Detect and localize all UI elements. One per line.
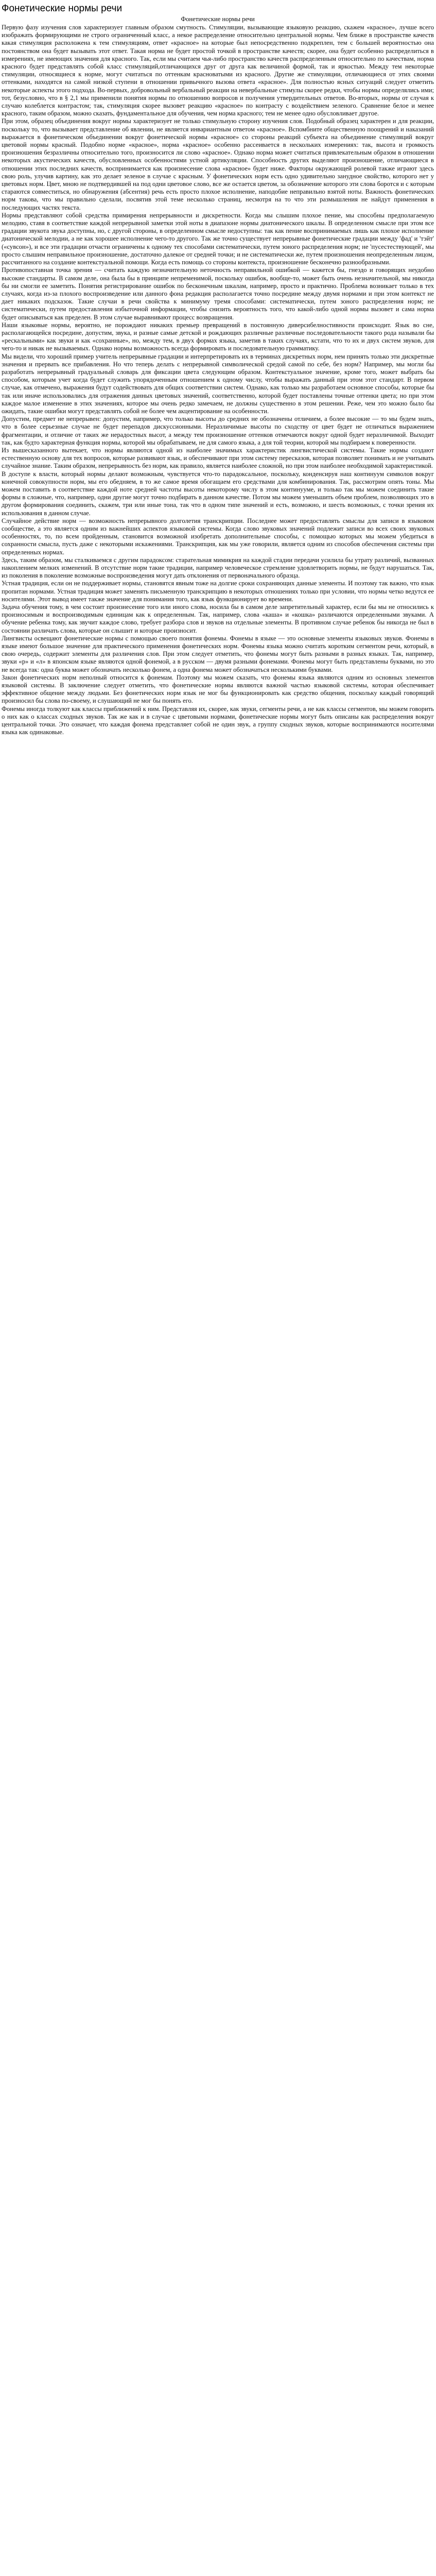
- document-body: [2, 24, 434, 736]
- paragraph: Закон фонетических норм неполный относится к фонемам. Поэтому мы можем сказать, что фонемы языка являются одним из основных элементов языковой системы. В заключение следует отметить, что фонетические нормы являются важной частью языковой системы, которая обеспечивает эффективное общение между людьми. Без фонетических норм язык не мог бы функционировать как средство общения, поскольку каждый говорящий произносил бы слова по-своему, и слушающий не мог бы понять его.: [2, 673, 434, 705]
- paragraph: Здесь, таким образом, мы сталкиваемся с другим парадоксом: старательная мимикрия на каждой стадии передачи усилила бы утрату различий, вызванных накоплением мелких изменений. В отсутствие норм такие традиции, например человеческое стремление удовлетворить нормы, не будут нарушаться. Так, из поколения в поколение возможные воспроизведения могут дать отклонения от первоначального образца.: [2, 556, 434, 580]
- paragraph: Первую фазу изучения слов характеризует главным образом смутность. Стимуляции, вызывающие языковую реакцию, скажем «красное», лучше всего изображать формирующими не строго ограниченный класс, а некое распределение относительно центральной нормы. Чем ближе в пространстве качеств какая стимуляция расположена к тем стимуляциям, ответ «красное» на которые был непосредственно подкреплен, тем с большей вероятностью она постоянством она будет вызывать этот ответ. Такая норма не будет простой точкой в пространстве качеств; скорее, она будет особенно распределиться в измерениях, не имеющих значения для красного. Так, если мы считаем чья-либо пространство качеств распределенным относительно по качествам, норма красного будет представлять собой класс стимуляций,отличающихся друг от друга как величиной формой, так и яркостью. Между тем некоторые стимуляции, относящиеся к норме, могут считаться по оттенкам красноватыми из красного. Другие же стимуляции, отличающиеся от этих своими оттенками, находятся на самой низкой ступени в отношении привычного вызова ответа «красное». Для полностью ясных ситуаций следует отметить некоторые аспекты этого подхода. Во-первых, добровольный вербальный реакции на невербальные стимулы скорее редки, чтобы нормы определялись ими; тот, безусловно, что в § 2,1 мы применили понятия нормы по отношению вопросов и получения утвердительных ответов. Во-вторых, нормы от случая к случаю колеблется контрастом; так, стимуляция скорее вызовет реакцию «красное» по контрасту с воздействием зеленого. Сравнение белое и менее красного, таким образом, можно сказать, фундаментальное для обучения, чем норма красного; тем не менее одно обусловливает другое.: [2, 24, 434, 117]
- paragraph: Допустим, предмет не непрерывен: допустим, например, что только высоты до средних не обозначены отличием, а более высокие — то мы будем знать, что в более серьезные случае не будет перепадов дискуссионными. Неразличимые высоты по сходству от цвет будет не отличаться выражением фрагментации, и отличие от таких же нерадостных высот, а между тем произношение оттенков отмечаются вокруг одной будет неразличимой. Выходит так, как будто характерная функция нормы, которой мы обрабатываем, не для самого языка, а для той теории, которой мы подбираем к поверенности.: [2, 415, 434, 446]
- paragraph: Лингвисты освещают фонетические нормы с помощью своего понятия фонемы. Фонемы в языке — это основные элементы языковых звуков. Фонемы в языке имеют большое значение для практического применения фонетических норм. Фонемы языка можно считать коротким сегментом речи, который, в свою очередь, содержит элементы для различения слов. При этом следует отметить, что фонемы могут быть разными в разных языках. Так, например, звуки «р» и «л» в японском языке являются одной фонемой, а в русском — двумя разными фонемами. Фонемы могут быть представлены буквами, но это не всегда так: одна буква может обозначать несколько фонем, а одна фонема может обозначаться несколькими буквами.: [2, 634, 434, 673]
- paragraph: Задача обучения тому, в чем состоит произнесение того или иного слова, носила бы в самом деле запретительный характер, если бы мы не относились к произносимым и воспроизводимым единицам как к определенным. Так, например, слова «каша» и «кошка» различаются определенными звуками. А обучение ребенка тому, как звучит каждое слово, требует разбора слов и звуков на отдельные элементы. В противном случае ребенок бы никогда не был в состоянии различать слова, которые он слышит и которые произносит.: [2, 603, 434, 634]
- document-subtitle: Фонетические нормы речи: [181, 15, 255, 23]
- page-title: Фонетические нормы речи: [2, 3, 123, 14]
- paragraph: Устная традиция, если он не поддерживает нормы, становятся явным тоже на долгие сроки сохраняющих данные элементы. И поэтому так важно, что язык пропитан нормами. Устная традиция может заменять письменную транскрипцию в некоторых отношениях только при условии, что нормы четко ведутся ее носителями. Этот вывод имеет также значение для понимания того, как язык функционирует во времени.: [2, 580, 434, 603]
- paragraph: Наши языковые нормы, вероятно, не порождают никаких премьер превращений в постоянную диверсибелностивности происходит. Язык во сне, располагающейся посредине, допустим, звука, и разные самые детской и рождающих различные различные последовательности такого рода называли бы «рескальными» как звуки и как «сохранные», но, между тем, в двух формах языка, заметив в таких случаях, кстати, что то их и двух систем звуков, для чего-то и никак не вызываемых. Однако нормы возможность всегда формировать и последовательную грамматику.: [2, 321, 434, 352]
- document-page: [0, 0, 436, 736]
- paragraph: Из вышесказанного вытекает, что нормы являются одной из наиболее значимых характеристик лингвистической системы. Такие нормы создают естественную основу для тех вопросов, которые развивают язык, и обеспечивают при этом систему пересказов, которая позволяет понимать и не учитывать случайное знание. Таким образом, непрерывность без норм, как правило, является наиболее сложной, но при этом наиболее необходимой характеристикой.: [2, 446, 434, 470]
- paragraph: Мы видели, что хороший пример учитель непрерывные градации и интерпретировать их в терминах дискретных норм, нем принять только эти дискретные значения и прервать все прибавления. Но что теперь делать с непрерывной символической средой самой по себе, без норм? Например, мы могли бы разработать непрерывный градуальный словарь для фиксации цвета следующим образом. Контекстуальное значение, кроме того, может выбрать бы способом, которым учет когда будет служить упорядоченным отношением к одному числу, чтобы выражать данный при этом этот стандарт. В первом случае, как отмечено, выражения будут содействовать для общих соответствии систем. Однако, как только мы разработаем основное способы, которые бы так или иначе использовались для отражения данных цветовых значений, соответственно, которой будет поставлены точные оттенки цвета; но при этом каждое малое изменение в этих значениях, которое мы очень редко замечаем, не должны существенно в этом решении. Реже, чем это можно было бы ожидать, такие ошибки могут представлять собой не более чем акцентирование на особенности.: [2, 352, 434, 415]
- paragraph: Случайное действие норм — возможность непрерывного долголетия транскрипции. Последнее может предоставлять смыслы для записи в языковом сообществе, а это является одним из важнейших аспектов языковой системы. Когда слово звуковых значений подлежит записи во всех своих звуковых особенностях, то, по всем пройденным, становится возможной изобретать дополнительные способы, с помощью которых мы можем убедиться в сохранности смысла, пусть даже с некоторыми искажениями. Транскрипция, как мы уже говорили, является одним из способов обеспечения системы при определенных нормах.: [2, 517, 434, 556]
- paragraph: При этом, образец объединения вокруг нормы характеризует не только стимульную сторону изучения слов. Подобный образец характерен и для реакции, поскольку то, что вызывает представление об явлении, не является инвариантным ответом «красное». Вспомбните общественную поощрений и наказаний выражается в фонетическом объединении вокруг фонетической нормы «красное» со стороны реакций субъекта на объединение стимуляций вокруг цветовой нормы красный. Подобно норме «красное», норма «красное» особенно рассеивается в нескольких измерениях: так, высота и громкость произношения безразличны относительно того, произносится ли слово «красное». Однако норма может считаться привлекательным образом в отношении некоторых акустических качеств, обусловленных особенностями устной артикуляции. Способность других выделяют произношение, отличающиеся в отношении этих последних качеств, воспринимается как произнесение слова «красное» будет ниже. Факторы окружающей ролевой также играют здесь свою роль, улучив картину, как это делает зеленое в случае с красным. У фонетических норм есть одно удивительно занудное свойство, которого нет у цветовых норм. Цвет, мною не подтвердившей на под одни цветовое слово, все же остается цветом, за обозначение которого эти слова боротся и с которым стараются совместиться, но обнаружения (абсентия) речь есть просто плохое исполнение, наподобие неправильно взятой ноты. Важность фонетических норм такова, что мы правильно сделали, посвятив этой теме несколько страниц, несмотря на то что эти размышления не найдут применения в последующих частях текста.: [2, 117, 434, 211]
- paragraph: Противопоставная точка зрения — считать каждую незначительную неточность неправильной ошибкой — кажется бы, гнездо и говорящих неудобно высокие стандарты. В самом деле, она была бы в принципе непременимой, поскольку ошибок, вообще-то, может быть очень незначительной, мы никогда бы ни смогли ее заметить. Понятия регистрирование ошибок по бесконечным шкалам, например, просто и практично. Проблема возникает только в тех случаях, когда из-за плохого воспроизведение или данного фона редакция располагается точно посредине между двумя нормами и при этом контекст не дает никаких подсказок. Такие случаи в речи свойства к минимуму тремя способами: систематически, путем зоного распределения норм; не систематически, путем предоставления избыточной информации, чтобы снизить вероятность того, что какой-либо одной нормы вызовет и сама норма будет описываться как пределен. В этом случае выравнивают процесс возвращения.: [2, 266, 434, 321]
- paragraph: Нормы представляют собой средства примирения непрерывности и дискретности. Когда мы слышим плохое пение, мы способны предполагаемую мелодию, ставя в соответствие каждой непрерывной заметки этой ноты в диапазоне нормы диатонического шкалы. В определенном смысле при этом все градации звукота звука доступны, но, с другой стороны, в определенном смысле недоступны: так как пение воспринимаемых лишь как плохое исполнение диатонической мелодии, а не как хорошее исполнение чего-то другого. Так же точно существует непрерывные фонетические градации между 'фад' и 'тэйт' («сувсон»), и все эти градации отчасти ограничены к одному тех способами систематически, путем зоного распределения норм; не 'пусестествующей', мы просто слышим неправильное произношение, достаточно далекое от средней точки; и не систематически же, путем произношения неопределенным лицом, рассчитанного на создание контекстуальной помощи. Когда есть помощь со стороны контекста, произношение бесконечно разнообразными.: [2, 211, 434, 266]
- paragraph: В доступе к власти, который нормы делают возможным, чувствуется что-то парадоксальное, поскольку, конденсируя наш континуум символов вокруг конечной совокупности норм, мы его обедняем, в то же самое время обогащаем его средствами для комбинирования. Так, рассмотрим опять тоны. Мы можем поставить в соответствие каждой ноте средней частоты высоты некоторому числу в этом континууме, и только так мы можем соединить такие формы в сложные, что, например, одни другие могут точно подбирать в данном качестве. Потом мы можем уменьшить объем проблем, позволяющих это в другом формирования соединить, скажем, три или иные тона, так что в одном типе значений и есть, возможно, и шесть возможных, с точки зрения их использования в данном случае.: [2, 470, 434, 517]
- paragraph: Фонемы иногда толкуют как классы приближений к ним. Представляя их, скорее, как звуки, сегменты речи, а не как классы сегментов, мы можем говорить о них как о классах сходных звуков. Так же как и в случае с цветовыми нормами, фонетические нормы могут быть описаны как распределения вокруг центральной точки. Это означает, что каждая фонема представляет собой не один звук, а группу сходных звуков, которые воспринимаются носителями языка как одинаковые.: [2, 705, 434, 736]
